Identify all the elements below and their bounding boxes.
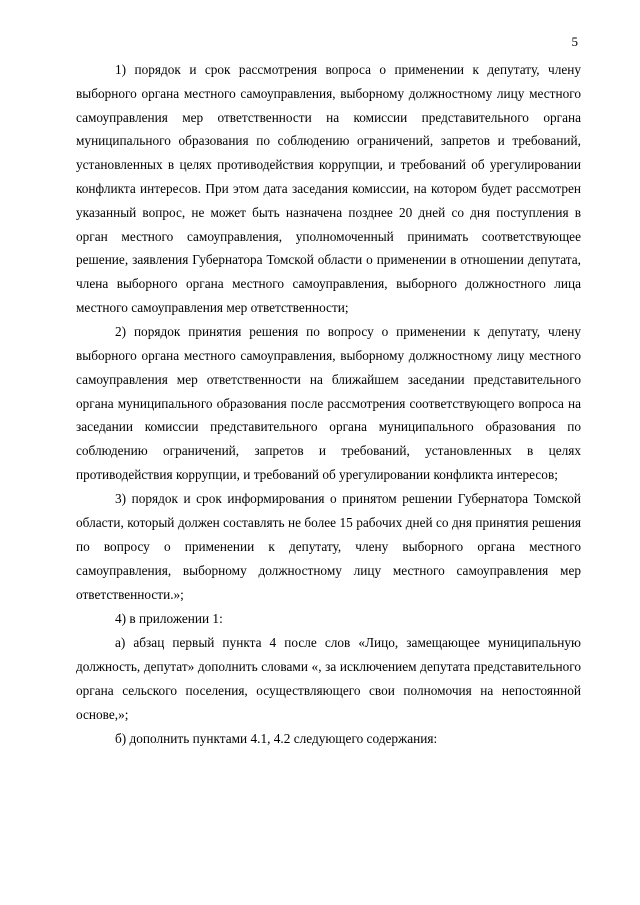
paragraph-item-2: 2) порядок принятия решения по вопросу о применении к депутату, члену выборного органа местного самоуправления, выборному должностному лицу местного самоуправления мер ответственности на ближайшем заседании представительного органа муниципального образования после рассмотрения соответствующего вопроса на заседании комиссии представительного органа муниципального образования по соблюдению ограничений, запретов и требований, установленных в целях противодействия коррупции, и требований об урегулировании конфликта интересов;: [76, 324, 581, 483]
paragraph-subitem-a: а) абзац первый пункта 4 после слов «Лицо, замещающее муниципальную должность, депутат» дополнить словами «, за исключением депутата представительного органа сельского поселения, осуществляющего свои полномочия на непостоянной основе,»;: [76, 635, 581, 722]
paragraph-item-1: 1) порядок и срок рассмотрения вопроса о применении к депутату, члену выборного органа местного самоуправления, выборному должностному лицу местного самоуправления мер ответственности на комиссии представительного органа муниципального образования по соблюдению ограничений, запретов и требований, установленных в целях противодействия коррупции, и требований об урегулировании конфликта интересов. При этом дата заседания комиссии, на котором будет рассмотрен указанный вопрос, не может быть назначена позднее 20 дней со дня поступления в орган местного самоуправления, уполномоченный принимать соответствующее решение, заявления Губернатора Томской области о применении в отношении депутата, члена выборного органа местного самоуправления, выборного должностного лица местного самоуправления мер ответственности;: [76, 62, 581, 315]
document-body: [76, 58, 581, 751]
paragraph-item-3: 3) порядок и срок информирования о принятом решении Губернатора Томской области, который должен составлять не более 15 рабочих дней со дня принятия решения по вопросу о применении к депутату, члену выборного органа местного самоуправления, выборному должностному лицу местного самоуправления мер ответственности.»;: [76, 491, 581, 602]
page-number: 5: [571, 34, 578, 49]
paragraph-item-4: 4) в приложении 1:: [115, 610, 223, 626]
paragraph-subitem-b: б) дополнить пунктами 4.1, 4.2 следующего содержания:: [115, 730, 438, 746]
